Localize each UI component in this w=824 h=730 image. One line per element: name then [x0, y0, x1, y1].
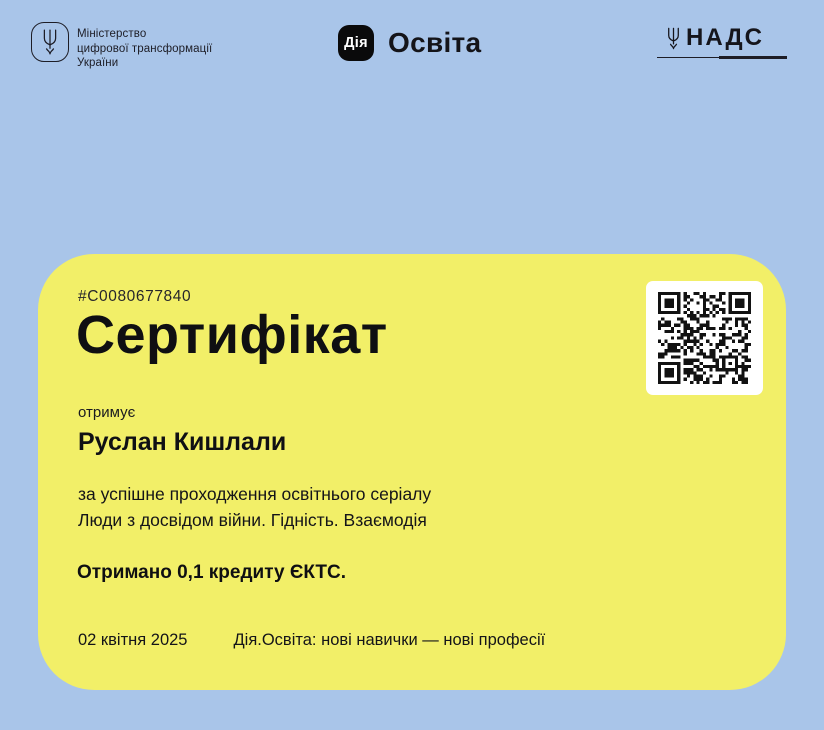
- diia-badge-label: Дія: [344, 35, 368, 51]
- diia-osvita-logo: [338, 25, 481, 61]
- certificate-number: #C0080677840: [78, 288, 192, 305]
- certificate-footer: [78, 631, 545, 650]
- qr-code: [658, 292, 751, 384]
- certificate-date: 02 квітня 2025: [78, 631, 188, 649]
- ministry-name: [77, 27, 212, 71]
- ministry-name-line: цифрової трансформації: [77, 42, 213, 55]
- course-description-line: за успішне проходження освітнього серіалу: [78, 484, 432, 504]
- diia-badge-icon: [338, 25, 374, 61]
- diia-product-label: Освіта: [388, 27, 482, 58]
- credit-line: Отримано 0,1 кредиту ЄКТС.: [77, 562, 347, 583]
- trident-icon: [40, 28, 60, 56]
- ministry-logo: [31, 22, 69, 62]
- ministry-name-line: Міністерство: [77, 28, 147, 40]
- course-description-line: Люди з досвідом війни. Гідність. Взаємодія: [78, 509, 427, 530]
- course-description: [78, 482, 431, 533]
- nads-logo: [657, 24, 787, 62]
- trident-icon: [665, 25, 682, 52]
- certificate-tagline: Дія.Освіта: нові навички — нові професії: [233, 631, 546, 649]
- qr-box: [646, 281, 763, 395]
- nads-underline-thick: [719, 56, 787, 60]
- recipient-label: отримує: [78, 404, 136, 421]
- certificate-title: Сертифікат: [76, 305, 388, 365]
- nads-label: НАДС: [686, 24, 764, 51]
- recipient-name: Руслан Кишлали: [78, 428, 287, 456]
- ministry-name-line: України: [77, 57, 119, 69]
